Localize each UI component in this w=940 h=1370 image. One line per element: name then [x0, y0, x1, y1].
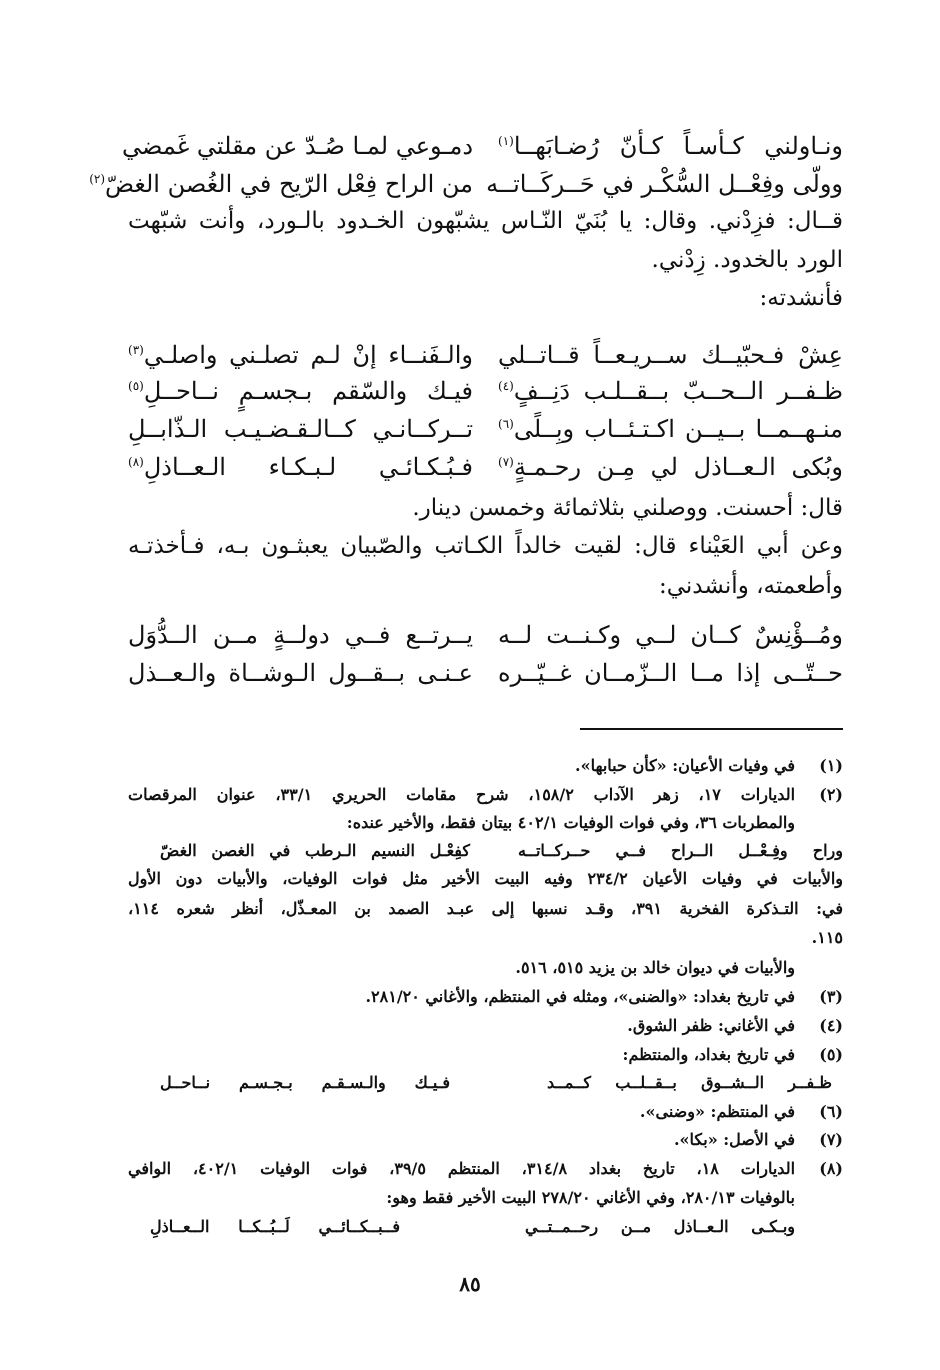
footnote-text: في الأغاني: ظفر الشوق. — [627, 1016, 795, 1035]
verse-line — [122, 128, 843, 164]
footnote-number: (٦) — [819, 1102, 843, 1121]
verse-hemistich-second: يــرتــع فــي دولــةٍ مــن الــدُّوَل — [128, 621, 473, 649]
prose-line: وأطعمته، وأنشدني: — [658, 573, 843, 599]
footnote-marker: (٥) — [128, 379, 144, 393]
footnote-text: والأبيات في وفيات الأعيان ٢٣٤/٢ وفيه البيت الأخير مثل فوات الوفيات، والأبيات دون الأول — [128, 869, 844, 888]
footnote-text: في تاريخ بغداد، والمنتظم: — [622, 1045, 795, 1064]
footnote-text: الديارات ١٧، زهر الآداب ١٥٨/٢، شرح مقامات الحريري ٣٣/١، عنوان المرقصات — [128, 785, 796, 804]
prose-line: الورد بالخدود. زِدْني. — [651, 247, 843, 273]
footnote-marker: (٧) — [498, 455, 514, 469]
footnote-marker: (٣) — [128, 343, 144, 357]
footnote-number: (٤) — [819, 1016, 843, 1035]
verse-line — [128, 655, 843, 691]
verse-hemistich-second: فـيـك والـسـقـم بـجـسـم نــاحــل — [160, 1073, 450, 1092]
verse-hemistich-first: وبُكى الـعــاذل لي مِـن رحـمـةٍ$^{(٧)}$ — [498, 453, 843, 481]
verse-hemistich-first: وولّى وفِعْــل السُّكْـر في حَــركَــاتــه — [486, 170, 843, 198]
prose-line: قــال: فزِدْني. وقال: يا بُنَيّ النّـاس يشبّهون الخـدود بالـورد، وأنت شبّهت — [128, 208, 843, 234]
verse-line — [128, 449, 843, 485]
footnote-marker: (٨) — [128, 455, 144, 469]
footnote-text: في المنتظم: «وضنى». — [639, 1102, 795, 1121]
prose-line: فأنشدته: — [759, 285, 843, 311]
footnote-marker: (٤) — [498, 379, 514, 393]
verse-hemistich-second: فـبُـكـائـي لـبـكـاء الـعــاذلِ$^{(٨)}$ — [128, 453, 473, 481]
prose-line: قال: أحسنت. ووصلني بثلاثمائة وخمسن دينار. — [412, 495, 843, 521]
verse-hemistich-first: منـهــمــا بــيــن اكـتـئــاب وبِــلًى$^{(٦)}$ — [498, 415, 843, 443]
verse-hemistich-first: وبـكـى الـعــاذل مــن رحــمــتــي — [525, 1217, 795, 1236]
prose-line: وعن أبي العَيْناء قال: لقيت خالداً الكـاتب والصّبيان يعبثـون بـه، فـأخذتـه — [128, 533, 843, 559]
footnote-number: (٧) — [819, 1130, 843, 1149]
verse-line — [128, 337, 843, 373]
footnote-marker: (٢) — [89, 172, 106, 186]
footnote-text: في وفيات الأعيان: «كأن حبابها». — [575, 756, 795, 775]
footnote-text: في الأصل: «بكا». — [673, 1130, 795, 1149]
verse-hemistich-second: والـفَنــاء إنْ لـم تصلـني واصلـي$^{(٣)}$ — [128, 341, 473, 369]
footnote-number: (٨) — [819, 1159, 843, 1178]
footnote-number: (٣) — [819, 987, 843, 1006]
footnote-text: الديارات ١٨، تاريخ بغداد ٣١٤/٨، المنتظم ٣٩/٥، فوات الوفيات ٤٠٢/١، الوافي — [128, 1159, 796, 1178]
verse-line — [128, 617, 843, 653]
verse-hemistich-second: عـنـى بــقــول الـوشــاة والـعــذل — [128, 659, 473, 687]
verse-hemistich-first: حــتّــى إذا مــا الــزّمــان غــيّــره — [498, 659, 843, 687]
verse-hemistich-second: فيـك والسّقم بـجسـمٍ نــاحــلِ$^{(٥)}$ — [128, 377, 473, 405]
footnote-text: في تاريخ بغداد: «والضنى»، ومثله في المنتظم، والأغاني ٢٨١/٢٠. — [365, 987, 795, 1006]
verse-hemistich-first: ونـاولني كـأسـاً كـأنّ رُضـابَهــا$^{(١)}$ — [498, 132, 843, 160]
page-number: ٨٥ — [459, 1272, 481, 1296]
verse-hemistich-first: ومُــؤْنِسٌ كــان لــي وكـنــت لــه — [498, 621, 843, 649]
verse-hemistich-first: عِشْ فـحبّيــك ســريـعــاً قــاتــلي — [498, 341, 843, 369]
footnote-separator — [580, 728, 843, 730]
verse-hemistich-first: وراح وفِـعْــل الــراح فــي حــركــاتــه — [518, 841, 843, 860]
verse-hemistich-first: ظـفــر الــشــوق بــقــلــب كــمــد — [547, 1073, 832, 1092]
footnote-text: والمطربات ٣٦، وفي فوات الوفيات ٤٠٢/١ بيتان فقط، والأخير عنده: — [346, 813, 795, 832]
footnote-text: ١١٥. — [811, 928, 843, 947]
verse-line — [128, 373, 843, 409]
footnote-text: والأبيات في ديوان خالد بن يزيد ٥١٥، ٥١٦. — [515, 958, 795, 977]
footnote-marker: (١) — [498, 134, 514, 148]
footnote-number: (١) — [819, 756, 843, 775]
footnote-number: (٥) — [819, 1045, 843, 1064]
verse-hemistich-second: كفِعْـل النسيم الـرطب في الغصن الغضّ — [160, 841, 470, 860]
verse-hemistich-first: ظـفــر الــحــبّ بــقــلـب دَنِــفٍ$^{(٤)}$ — [498, 377, 843, 405]
footnote-marker: (٦) — [498, 417, 514, 431]
verse-hemistich-second: من الراح فِعْل الرّيح في الغُصن الغضّ$^{(٢)}$ — [89, 170, 473, 198]
footnote-text: في: التـذكرة الفخرية ٣٩١، وقـد نسبها إلى عبـد الصمد بن المعـذّل، أنظر شعره ١١٤، — [128, 899, 844, 918]
verse-hemistich-second: فــبــكــائــي لَــبُــكــا الــعــاذلِ — [150, 1217, 400, 1236]
verse-hemistich-second: دمـوعي لمـا صُـدّ عن مقلتي غَمضي — [122, 132, 473, 160]
footnote-number: (٢) — [819, 785, 843, 804]
verse-line — [89, 166, 843, 202]
verse-line — [128, 411, 843, 447]
footnote-text: بالوفيات ٢٨٠/١٣، وفي الأغاني ٢٧٨/٢٠ البيت الأخير فقط وهو: — [386, 1188, 795, 1207]
verse-hemistich-second: تــركــانـي كــالـقـضـيـب الـذّابــلِ — [128, 415, 473, 443]
